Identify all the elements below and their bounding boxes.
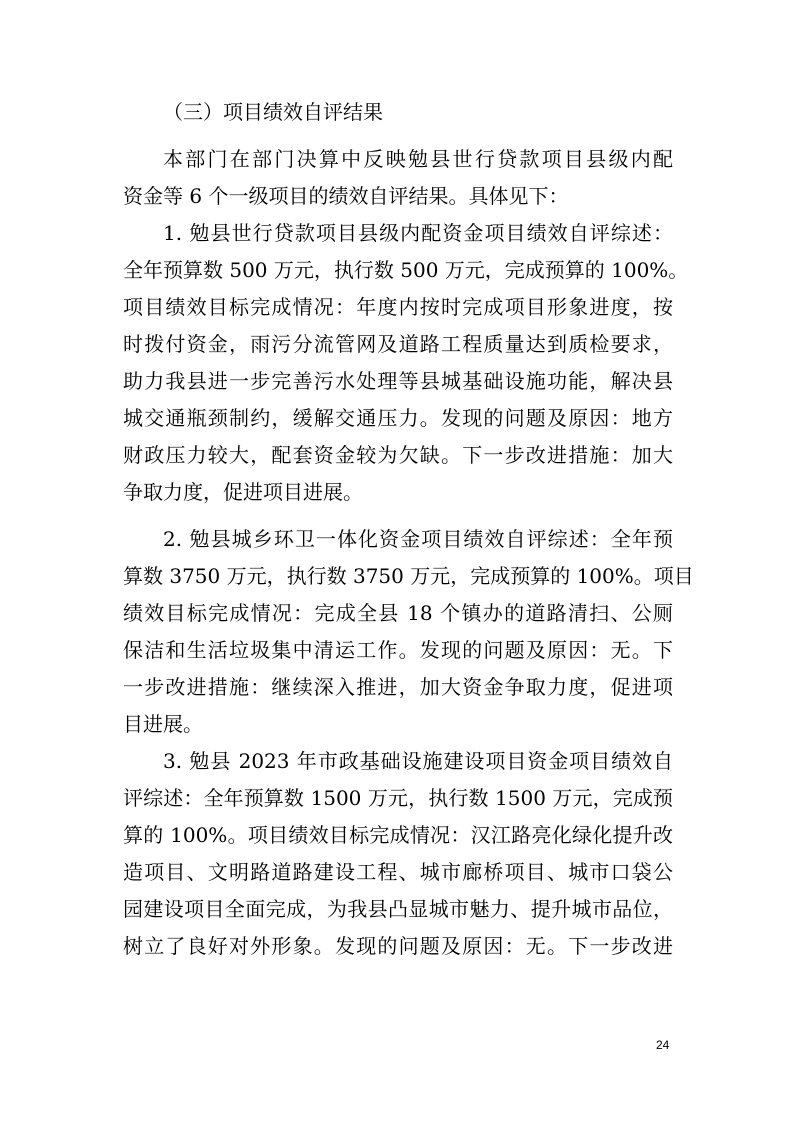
paragraph-line: 3. 勉县 2023 年市政基础设施建设项目资金项目绩效自 [163,749,673,773]
page-number: 24 [656,1038,670,1052]
paragraph-line: 一步改进措施：继续深入推进，加大资金争取力度，促进项 [123,675,673,699]
paragraph-line: 2. 勉县城乡环卫一体化资金项目绩效自评综述：全年预 [163,527,673,551]
paragraph-line: 时拨付资金，雨污分流管网及道路工程质量达到质检要求， [123,332,673,356]
document-body [123,94,694,965]
paragraph-line: 绩效目标完成情况：完成全县 18 个镇办的道路清扫、公厕 [123,601,673,625]
paragraph-line: 本部门在部门决算中反映勉县世行贷款项目县级内配 [163,147,673,171]
paragraph-line: 助力我县进一步完善污水处理等县城基础设施功能，解决县 [123,369,673,393]
paragraph-line: 财政压力较大，配套资金较为欠缺。下一步改进措施：加大 [123,443,673,467]
paragraph-line: 目进展。 [123,712,203,736]
paragraph-line: 城交通瓶颈制约，缓解交通压力。发现的问题及原因：地方 [123,406,673,430]
paragraph-line: 树立了良好对外形象。发现的问题及原因：无。下一步改进 [123,934,673,958]
paragraph-line: 项目绩效目标完成情况：年度内按时完成项目形象进度，按 [123,295,673,319]
paragraph-line: 资金等 6 个一级项目的绩效自评结果。具体见下： [123,184,569,208]
paragraph-line: 保洁和生活垃圾集中清运工作。发现的问题及原因：无。下 [123,638,673,662]
paragraph-line: 评综述：全年预算数 1500 万元，执行数 1500 万元，完成预 [123,786,673,810]
section-heading: （三）项目绩效自评结果 [163,100,383,124]
paragraph-line: 造项目、文明路道路建设工程、城市廊桥项目、城市口袋公 [123,860,673,884]
paragraph-line: 1. 勉县世行贷款项目县级内配资金项目绩效自评综述： [163,221,673,245]
paragraph-line: 园建设项目全面完成，为我县凸显城市魅力、提升城市品位， [123,897,673,921]
paragraph-line: 全年预算数 500 万元，执行数 500 万元，完成预算的 100%。 [123,258,689,282]
paragraph-line: 算数 3750 万元，执行数 3750 万元，完成预算的 100%。项目 [123,564,694,588]
paragraph-line: 争取力度，促进项目进展。 [123,480,363,504]
paragraph-line: 算的 100%。项目绩效目标完成情况：汉江路亮化绿化提升改 [123,823,673,847]
